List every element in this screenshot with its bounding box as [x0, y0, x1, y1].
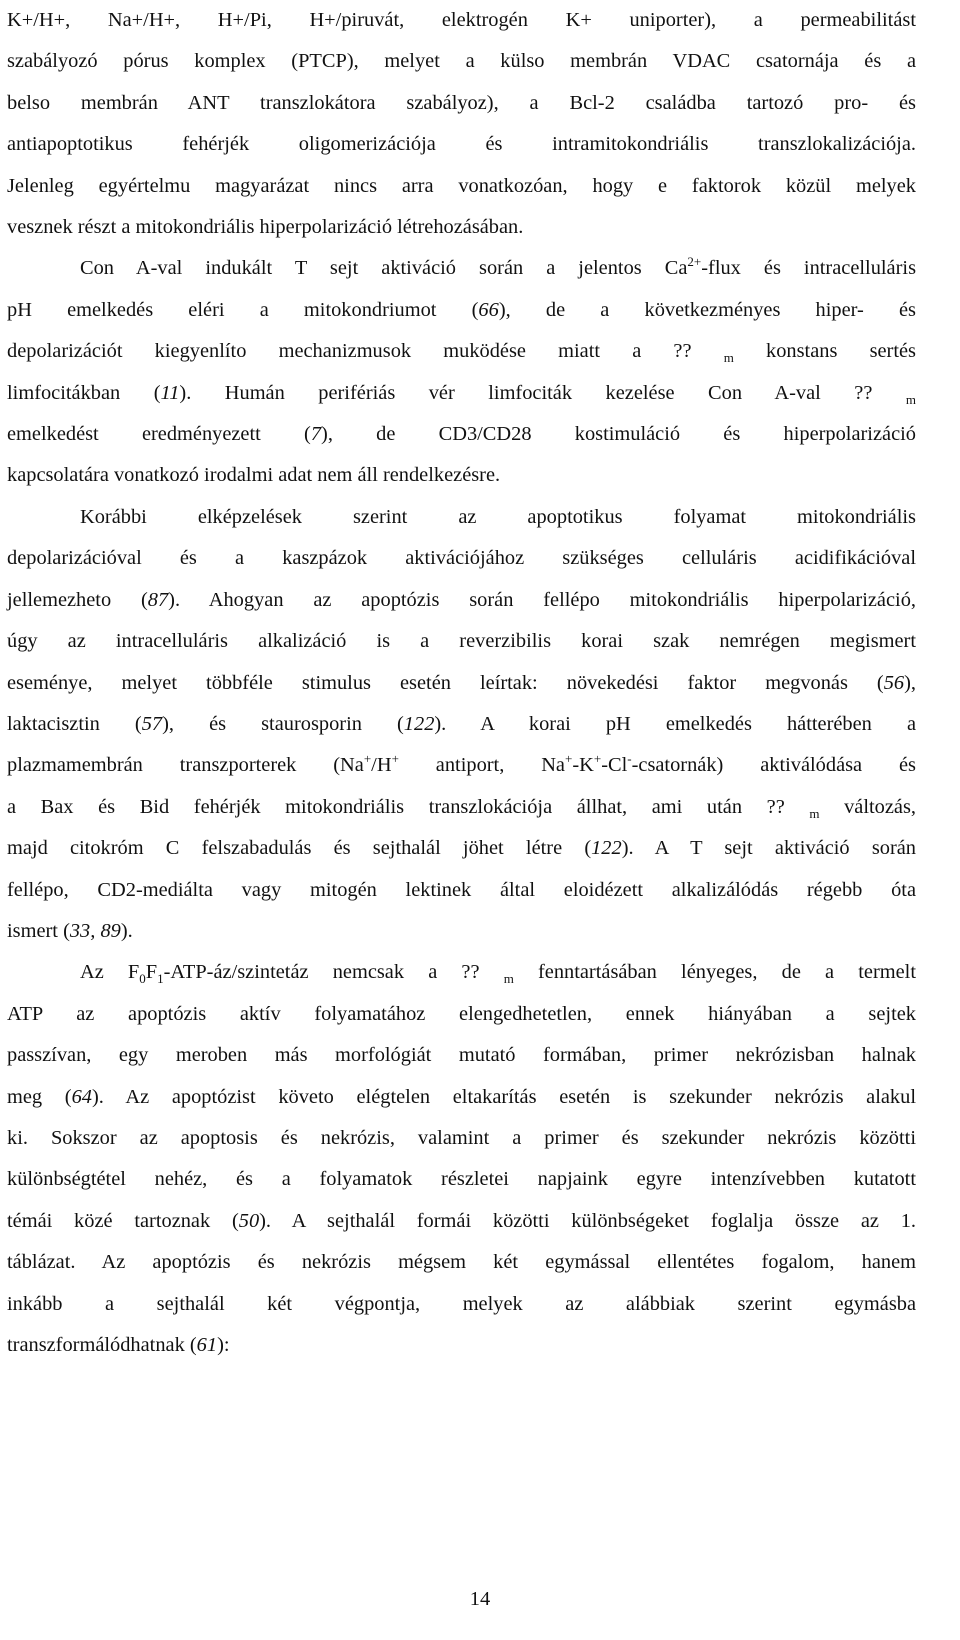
text-line: táblázat. Az apoptózis és nekrózis mégsem két egymással ellentétes fogalom, hanem	[7, 1251, 916, 1274]
text-line: depolarizációt kiegyenlíto mechanizmusok muködése miatt a ?? $_m$ konstans sertés	[7, 340, 916, 366]
text-line: eseménye, melyet többféle stimulus esetén leírtak: növekedési faktor megvonás (56),	[7, 671, 916, 694]
text-line: depolarizációval és a kaszpázok aktivációjához szükséges celluláris acidifikációval	[7, 547, 916, 570]
text-line: belso membrán ANT transzlokátora szabályoz), a Bcl-2 családba tartozó pro- és	[7, 91, 916, 114]
paragraph-1	[7, 0, 916, 248]
citation-ref: 66	[478, 298, 499, 321]
text-line: inkább a sejthalál két végpontja, melyek az alábbiak szerint egymásba	[7, 1292, 916, 1315]
body-text	[7, 0, 916, 1366]
text-line: Korábbi elképzelések szerint az apoptotikus folyamat mitokondriális	[80, 505, 916, 528]
text-line: ATP az apoptózis aktív folyamatához elengedhetetlen, ennek hiányában a sejtek	[7, 1002, 916, 1025]
text-line: transzformálódhatnak (61):	[7, 1334, 230, 1356]
text-line: laktacisztin (57), és staurosporin (122). A korai pH emelkedés hátterében a	[7, 712, 916, 735]
text-line: Az $F_0F_1-ATP-áz$/szintetáz nemcsak a ?? $_m$ fenntartásában lényeges, de a termelt	[80, 961, 916, 987]
text-line: passzívan, egy meroben más morfológiát mutató formában, primer nekrózisban halnak	[7, 1044, 916, 1067]
text-line: meg (64). Az apoptózist követo elégtelen eltakarítás esetén is szekunder nekrózis alakul	[7, 1085, 916, 1108]
text-line: Con A-val indukált T sejt aktiváció során a jelentos $Ca^{2+}$-flux és intracelluláris	[80, 254, 916, 280]
text-line: jellemezheto (87). Ahogyan az apoptózis során fellépo mitokondriális hiperpolarizáció,	[7, 588, 916, 611]
text-line: K+/H+, Na+/H+, H+/Pi, H+/piruvát, elektrogén K+ uniporter), a permeabilitást	[7, 9, 916, 31]
text-line: majd citokróm C felszabadulás és sejthalál jöhet létre (122). A T sejt aktiváció során	[7, 837, 916, 860]
paragraph-3	[7, 497, 916, 952]
text-line: ki. Sokszor az apoptosis és nekrózis, valamint a primer és szekunder nekrózis közötti	[7, 1126, 916, 1149]
page-number: 14	[469, 1588, 491, 1610]
text-line: kapcsolatára vonatkozó irodalmi adat nem áll rendelkezésre.	[7, 464, 501, 487]
citation-ref: 50	[238, 1209, 260, 1232]
text-line: plazmamembrán transzporterek (Na+/H+ antiport, Na+-K+-Cl--csatornák) aktiválódása és	[7, 751, 916, 777]
citation-ref: 11	[160, 381, 180, 404]
text-line: témái közé tartoznak (50). A sejthalál formái közötti különbségeket foglalja össze az 1.	[7, 1209, 916, 1232]
citation-ref: 7	[310, 423, 322, 446]
paragraph-4	[7, 952, 916, 1366]
citation-ref: 64	[71, 1085, 92, 1108]
text-line: fellépo, CD2-mediálta vagy mitogén lektinek által eloidézett alkalizálódás régebb óta	[7, 878, 916, 901]
text-line: pH emelkedés eléri a mitokondriumot (66), de a következményes hiper- és	[7, 298, 916, 321]
citation-ref: 122	[591, 837, 622, 860]
citation-ref: 33, 89	[69, 919, 121, 942]
text-line: Jelenleg egyértelmu magyarázat nincs arra vonatkozóan, hogy e faktorok közül melyek	[7, 174, 916, 197]
text-line: ismert (33, 89).	[7, 919, 133, 942]
paragraph-2	[7, 248, 916, 496]
text-line: úgy az intracelluláris alkalizáció is a reverzibilis korai szak nemrégen megismert	[7, 630, 916, 653]
text-line: a Bax és Bid fehérjék mitokondriális transzlokációja állhat, ami után ?? $_m$ változás,	[7, 795, 916, 821]
text-line: antiapoptotikus fehérjék oligomerizációja és intramitokondriális transzlokalizációja.	[7, 133, 916, 156]
citation-ref: 57	[141, 712, 163, 735]
text-line: szabályozó pórus komplex (PTCP), melyet a külso membrán VDAC csatornája és a	[7, 50, 916, 73]
citation-ref: 122	[403, 712, 435, 735]
text-line: különbségtétel nehéz, és a folyamatok részletei napjaink egyre intenzívebben kutatott	[7, 1168, 916, 1191]
text-line: limfocitákban (11). Humán perifériás vér limfociták kezelése Con A-val ?? $_m$	[7, 381, 916, 407]
text-line: vesznek részt a mitokondriális hiperpolarizáció létrehozásában.	[7, 216, 524, 239]
text-line: emelkedést eredményezett (7), de CD3/CD28 kostimuláció és hiperpolarizáció	[7, 423, 916, 446]
citation-ref: 87	[147, 588, 169, 611]
citation-ref: 61	[196, 1334, 218, 1356]
citation-ref: 56	[883, 671, 905, 694]
